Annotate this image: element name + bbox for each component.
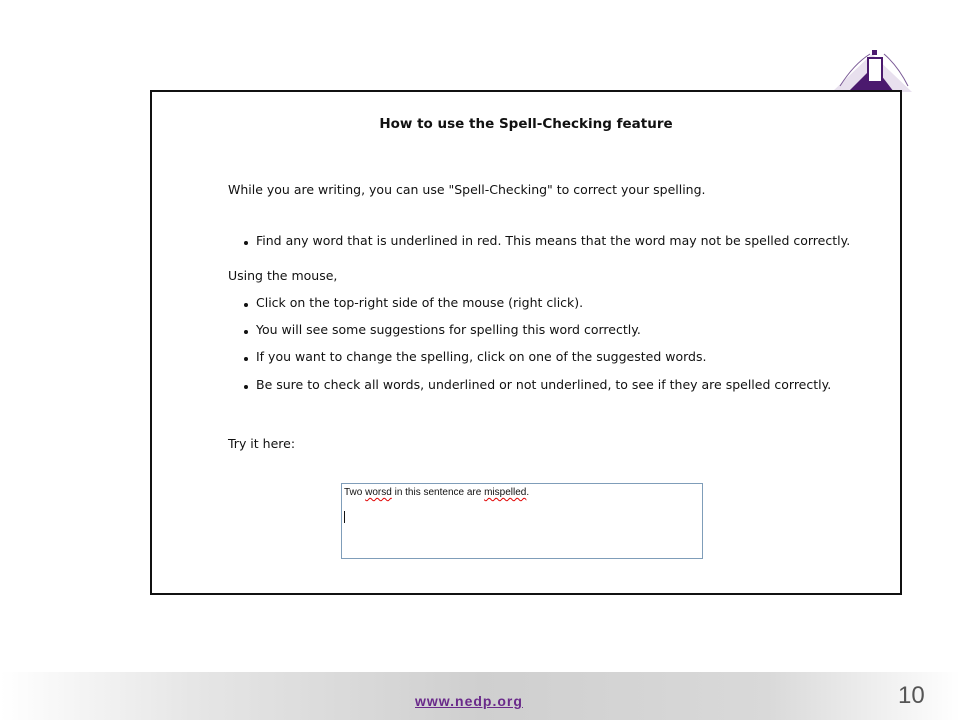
mouse-heading: Using the mouse,	[228, 268, 338, 283]
bullet-icon	[244, 357, 248, 361]
try-label: Try it here:	[228, 436, 296, 451]
practice-textarea[interactable]	[341, 483, 703, 559]
list-item-text: If you want to change the spelling, click on one of the suggested words.	[256, 349, 707, 364]
list-item	[244, 349, 706, 364]
bullet-icon	[244, 303, 248, 307]
list-item-text: Click on the top-right side of the mouse (right click).	[256, 295, 584, 310]
list-item-find	[244, 233, 850, 248]
page-number: 10	[898, 682, 925, 709]
list-item	[244, 377, 831, 392]
logo-dot	[872, 50, 877, 55]
text-caret	[344, 511, 345, 523]
list-item	[244, 322, 641, 337]
list-item	[244, 295, 583, 310]
textarea-text: Two	[344, 487, 366, 498]
textarea-text: in this sentence are	[391, 487, 485, 498]
bullet-icon	[244, 385, 248, 389]
list-item-text: You will see some suggestions for spelling this word correctly.	[256, 322, 641, 337]
bullet-icon	[244, 241, 248, 245]
website-link[interactable]: www.nedp.org	[415, 693, 523, 709]
list-item-text: Find any word that is underlined in red. This means that the word may not be spelled correctly.	[256, 233, 851, 248]
page-title: How to use the Spell-Checking feature	[379, 116, 673, 132]
misspelled-word[interactable]: mispelled	[484, 487, 527, 498]
nedp-logo	[832, 46, 912, 92]
slide-screenshot-frame	[150, 90, 902, 595]
misspelled-word[interactable]: worsd	[365, 487, 392, 498]
intro-text: While you are writing, you can use "Spell-Checking" to correct your spelling.	[228, 182, 706, 197]
textarea-text: .	[526, 487, 530, 498]
list-item-text: Be sure to check all words, underlined or not underlined, to see if they are spelled correctly.	[256, 377, 832, 392]
logo-letter-block	[868, 58, 882, 82]
bullet-icon	[244, 330, 248, 334]
